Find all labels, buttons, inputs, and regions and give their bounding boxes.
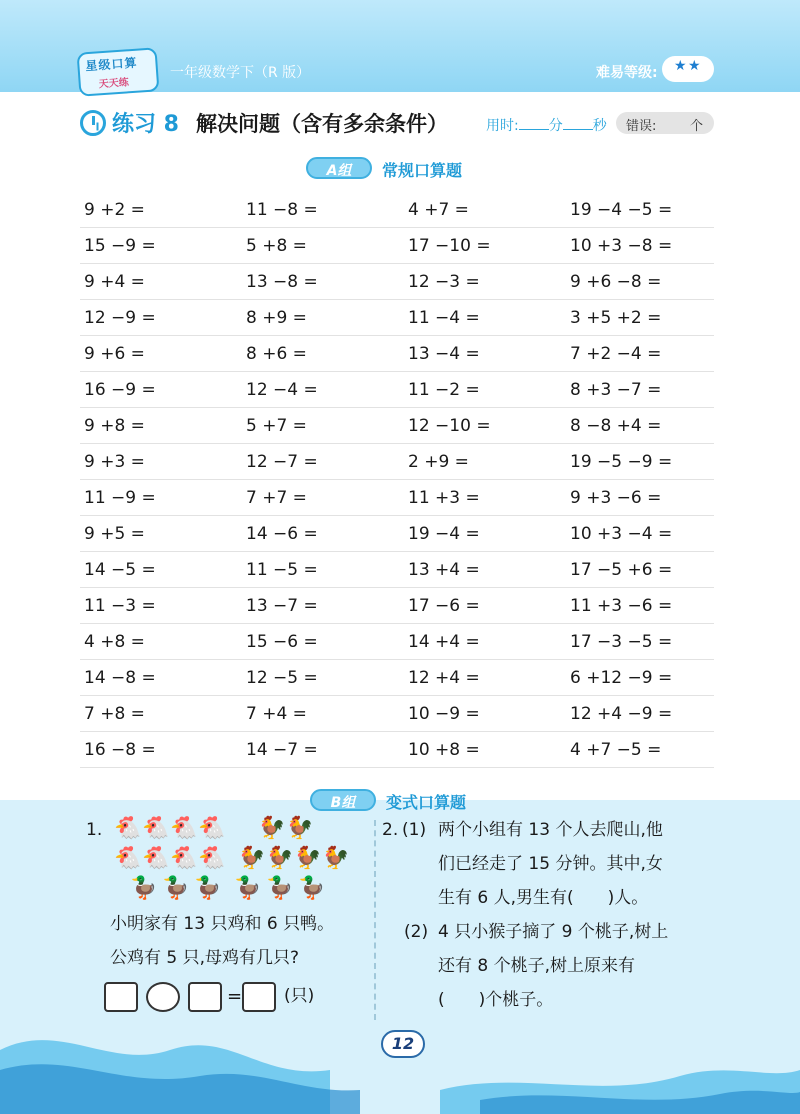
problem-cell: 4 +8 = xyxy=(84,632,145,652)
problem-cell: 14 −5 = xyxy=(84,560,156,580)
hen-icon: 🐔 xyxy=(114,846,142,871)
problem-cell: 12 +4 −9 = xyxy=(570,704,673,724)
problem-cell: 15 −9 = xyxy=(84,236,156,256)
problem-cell: 9 +6 = xyxy=(84,344,145,364)
logo-line2: 天天练 xyxy=(98,77,130,91)
problem-row xyxy=(80,372,714,408)
problem-cell: 7 +7 = xyxy=(246,488,307,508)
problem-row xyxy=(80,444,714,480)
problem-cell: 12 −7 = xyxy=(246,452,318,472)
q2-p2-line1: 4 只小猴子摘了 9 个桃子,树上 xyxy=(438,922,669,942)
result-box[interactable] xyxy=(242,982,276,1012)
problem-cell: 12 −4 = xyxy=(246,380,318,400)
q2-p1-line3: 生有 6 人,男生有( )人。 xyxy=(438,888,649,908)
duck-icon: 🦆 xyxy=(266,876,294,901)
group-a-tag xyxy=(306,157,372,179)
problem-cell: 11 −5 = xyxy=(246,560,318,580)
problem-cell: 6 +12 −9 = xyxy=(570,668,673,688)
problem-cell: 10 −9 = xyxy=(408,704,480,724)
series-logo xyxy=(77,47,160,96)
logo-line1: 星级口算 xyxy=(85,55,138,74)
problem-cell: 11 +3 = xyxy=(408,488,480,508)
problem-cell: 10 +3 −8 = xyxy=(570,236,673,256)
problem-cell: 10 +8 = xyxy=(408,740,480,760)
hen-icon: 🐔 xyxy=(114,816,142,841)
equals-sign: = xyxy=(227,986,243,1007)
problem-cell: 9 +3 −6 = xyxy=(570,488,662,508)
group-a-tag-text: A组 xyxy=(326,163,352,179)
question-divider xyxy=(374,820,376,1020)
problem-cell: 12 −10 = xyxy=(408,416,491,436)
group-b-tag-text: B组 xyxy=(330,795,356,811)
problem-row xyxy=(80,408,714,444)
problem-cell: 10 +3 −4 = xyxy=(570,524,673,544)
problem-row xyxy=(80,696,714,732)
star-icon: ★ xyxy=(674,58,687,74)
q2-p1-line2: 们已经走了 15 分钟。其中,女 xyxy=(438,854,663,874)
problem-cell: 3 +5 +2 = xyxy=(570,308,662,328)
problem-cell: 9 +6 −8 = xyxy=(570,272,662,292)
duck-icon: 🦆 xyxy=(130,876,158,901)
problem-cell: 14 −8 = xyxy=(84,668,156,688)
problem-grid xyxy=(80,192,714,768)
problem-row xyxy=(80,264,714,300)
problem-row xyxy=(80,732,714,768)
problem-cell: 11 −2 = xyxy=(408,380,480,400)
problem-cell: 19 −4 = xyxy=(408,524,480,544)
q1-unit: (只) xyxy=(284,986,315,1006)
q2-p1-line1: 两个小组有 13 个人去爬山,他 xyxy=(438,820,663,840)
time-sec-label: 秒 xyxy=(592,118,607,134)
group-b-tag xyxy=(310,789,376,811)
problem-cell: 19 −5 −9 = xyxy=(570,452,673,472)
rooster-icon: 🐓 xyxy=(238,846,266,871)
problem-cell: 15 −6 = xyxy=(246,632,318,652)
hen-icon: 🐔 xyxy=(142,846,170,871)
difficulty-label: 难易等级: xyxy=(596,65,658,81)
group-a-name: 常规口算题 xyxy=(382,161,463,180)
problem-cell: 12 −9 = xyxy=(84,308,156,328)
duck-icon: 🦆 xyxy=(162,876,190,901)
problem-cell: 11 −8 = xyxy=(246,200,318,220)
operand-box-1[interactable] xyxy=(104,982,138,1012)
group-b-banner xyxy=(310,788,510,814)
problem-cell: 11 +3 −6 = xyxy=(570,596,673,616)
problem-cell: 13 −8 = xyxy=(246,272,318,292)
problem-cell: 12 +4 = xyxy=(408,668,480,688)
problem-cell: 11 −9 = xyxy=(84,488,156,508)
problem-cell: 13 −7 = xyxy=(246,596,318,616)
errors-label: 错误: xyxy=(626,119,657,134)
group-a-banner xyxy=(306,156,506,182)
problem-cell: 7 +8 = xyxy=(84,704,145,724)
q2-p2-line3: ( )个桃子。 xyxy=(438,990,554,1010)
rooster-icon: 🐓 xyxy=(258,816,286,841)
problem-cell: 8 +3 −7 = xyxy=(570,380,662,400)
difficulty-cloud-icon xyxy=(662,56,714,82)
grade-label: 一年级数学下（R 版） xyxy=(170,65,311,81)
group-b-name: 变式口算题 xyxy=(386,793,467,812)
hen-icon: 🐔 xyxy=(198,846,226,871)
problem-cell: 14 +4 = xyxy=(408,632,480,652)
operand-box-2[interactable] xyxy=(188,982,222,1012)
problem-row xyxy=(80,228,714,264)
errors-unit: 个 xyxy=(690,119,704,134)
problem-cell: 17 −3 −5 = xyxy=(570,632,673,652)
rooster-icon: 🐓 xyxy=(294,846,322,871)
problem-cell: 14 −7 = xyxy=(246,740,318,760)
problem-cell: 13 −4 = xyxy=(408,344,480,364)
problem-cell: 2 +9 = xyxy=(408,452,469,472)
hen-icon: 🐔 xyxy=(198,816,226,841)
problem-cell: 14 −6 = xyxy=(246,524,318,544)
problem-cell: 9 +5 = xyxy=(84,524,145,544)
problem-cell: 12 −3 = xyxy=(408,272,480,292)
hen-icon: 🐔 xyxy=(170,816,198,841)
problem-cell: 17 −6 = xyxy=(408,596,480,616)
problem-cell: 8 +6 = xyxy=(246,344,307,364)
problem-cell: 9 +3 = xyxy=(84,452,145,472)
problem-cell: 9 +2 = xyxy=(84,200,145,220)
problem-cell: 12 −5 = xyxy=(246,668,318,688)
problem-cell: 7 +2 −4 = xyxy=(570,344,662,364)
time-field[interactable] xyxy=(486,115,607,135)
problem-cell: 11 −4 = xyxy=(408,308,480,328)
duck-icon: 🦆 xyxy=(234,876,262,901)
clock-icon xyxy=(80,110,106,136)
problem-cell: 9 +4 = xyxy=(84,272,145,292)
problem-cell: 9 +8 = xyxy=(84,416,145,436)
problem-cell: 8 +9 = xyxy=(246,308,307,328)
problem-cell: 17 −10 = xyxy=(408,236,491,256)
rooster-icon: 🐓 xyxy=(322,846,350,871)
problem-cell: 5 +7 = xyxy=(246,416,307,436)
problem-cell: 7 +4 = xyxy=(246,704,307,724)
problem-row xyxy=(80,192,714,228)
problem-row xyxy=(80,624,714,660)
duck-icon: 🦆 xyxy=(194,876,222,901)
problem-row xyxy=(80,588,714,624)
problem-row xyxy=(80,660,714,696)
wave-decoration xyxy=(0,1010,800,1114)
rooster-icon: 🐓 xyxy=(286,816,314,841)
problem-cell: 5 +8 = xyxy=(246,236,307,256)
exercise-title: 解决问题（含有多余条件） xyxy=(196,112,448,136)
operator-circle[interactable] xyxy=(146,982,180,1012)
problem-row xyxy=(80,552,714,588)
problem-row xyxy=(80,336,714,372)
q2-p2-line2: 还有 8 个桃子,树上原来有 xyxy=(438,956,636,976)
q2-part1-label: (1) xyxy=(402,820,427,840)
star-icon: ★ xyxy=(688,58,701,74)
q2-number: 2. xyxy=(382,820,399,840)
problem-cell: 19 −4 −5 = xyxy=(570,200,673,220)
problem-row xyxy=(80,300,714,336)
hen-icon: 🐔 xyxy=(142,816,170,841)
time-prefix: 用时: xyxy=(486,118,519,134)
q1-line1: 小明家有 13 只鸡和 6 只鸭。 xyxy=(110,914,335,934)
page-number: 12 xyxy=(381,1030,425,1058)
problem-cell: 8 −8 +4 = xyxy=(570,416,662,436)
duck-icon: 🦆 xyxy=(298,876,326,901)
chicken-duck-illustration xyxy=(110,818,350,906)
exercise-number: 练习 8 xyxy=(112,112,179,137)
problem-cell: 17 −5 +6 = xyxy=(570,560,673,580)
problem-cell: 16 −9 = xyxy=(84,380,156,400)
problem-cell: 4 +7 = xyxy=(408,200,469,220)
seconds-blank[interactable] xyxy=(563,129,593,130)
problem-row xyxy=(80,516,714,552)
problem-cell: 13 +4 = xyxy=(408,560,480,580)
errors-field[interactable] xyxy=(616,112,714,134)
problem-row xyxy=(80,480,714,516)
problem-cell: 11 −3 = xyxy=(84,596,156,616)
q2-part2-label: (2) xyxy=(404,922,429,942)
problem-cell: 16 −8 = xyxy=(84,740,156,760)
q1-number: 1. xyxy=(86,820,103,840)
hen-icon: 🐔 xyxy=(170,846,198,871)
rooster-icon: 🐓 xyxy=(266,846,294,871)
time-min-label: 分 xyxy=(548,118,563,134)
problem-cell: 4 +7 −5 = xyxy=(570,740,662,760)
minutes-blank[interactable] xyxy=(519,129,549,130)
q1-line2: 公鸡有 5 只,母鸡有几只? xyxy=(110,948,300,968)
